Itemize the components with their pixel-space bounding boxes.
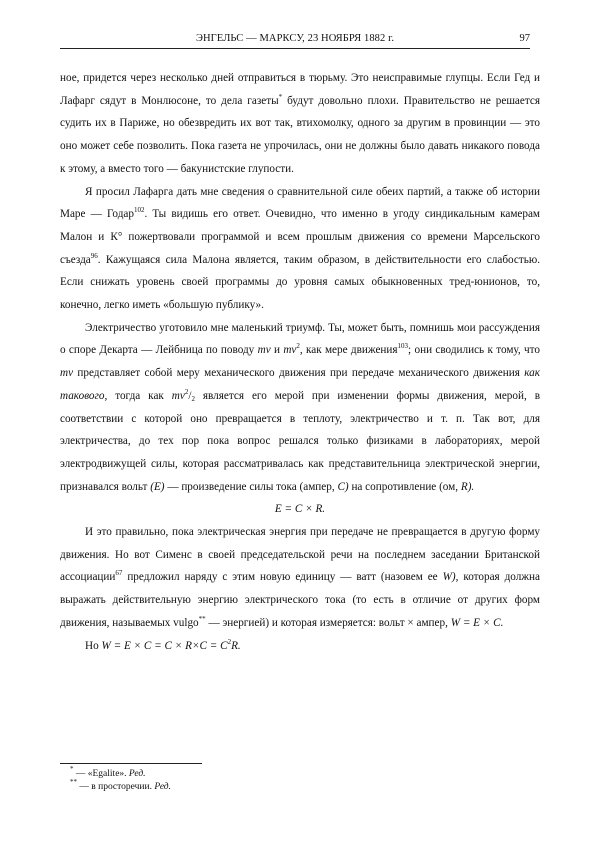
- running-header: [60, 33, 530, 47]
- footnote-ref[interactable]: *: [278, 92, 283, 101]
- formula-ohm: Е = С × R.: [274, 503, 326, 516]
- running-title: ЭНГЕЛЬС — МАРКСУ, 23 НОЯБРЯ 1882 г.: [195, 33, 395, 44]
- paragraph-5: Но $W = Е \times С = С \times R\times С = С^2R$.: [85, 637, 241, 652]
- page-body: [60, 67, 540, 657]
- footnote-rule: [60, 763, 202, 764]
- page-number: 97: [519, 33, 530, 44]
- endnote-ref[interactable]: 67: [115, 569, 123, 578]
- endnote-ref[interactable]: 102: [133, 206, 145, 215]
- paragraph-4: И это правильно, пока электрическая энергия при передаче не превращается в другую форму движения. Но вот Сименс в своей председательской речи на последнем заседании Британской ассоциации$^{67}$ предложил наряду с этим новую единицу — ватт (назовем ее W), которая должна выражать действительную энергию электрического тока (то есть в отличие от других форм движения, называемых vulgo** — энергией) и которая измеряется: вольт × ампер, W = Е × С.: [60, 526, 540, 629]
- paragraph-1: ное, придется через несколько дней отправиться в тюрьму. Это неисправимые глупцы. Если Гед и Лафарг сядут в Монлюсоне, то дела газеты* будут довольно плохи. Правительство не решается судить их в Париже, но обезвредить их вот так, втихомолку, одного за другим в провинции — это оно может себе позволить. Пока газета не упрочилась, они не должны было давать никакого повода к этому, а вместо того — бакунистские глупости.: [60, 72, 540, 175]
- paragraph-3: Электричество уготовило мне маленький триумф. Ты, может быть, помнишь мои рассуждения о споре Декарта — Лейбница по поводу mv и $mv^2$, как мере движения$^{103}$; они сводились к тому, что mv представляет собой меру механического движения при передаче механического движения как такового, тогда как $mv^2/_2$ является его мерой при изменении формы движения, мерой, в соответствии с которой оно превращается в теплоту, электричество и т. п. Так вот, для электричества, до тех пор пока вопрос решался только физиками в лабораториях, мерой электродвижущей силы, которая рассматривалась как представительница электрической энергии, признавался вольт (Е) — произведение силы тока (ампер, С) на сопротивление (ом, R).: [60, 321, 540, 493]
- paragraph-2: Я просил Лафарга дать мне сведения о сравнительной силе обеих партий, а также об истории Маре — Годар$^{102}$. Ты видишь его ответ. Очевидно, что именно в угоду синдикальным камерам Малон и К° пожертвовали программой и всем прошлым движения со времени Марсельского съезда$^{96}$. Кажущаяся сила Малона является, таким образом, в действительности его слабостью. Если снижать уровень своей программы до уровня самых обыкновенных тред-юнионов, то, конечно, легко иметь «большую публику».: [60, 185, 541, 312]
- endnote-ref[interactable]: 103: [397, 342, 409, 351]
- footnote-ref[interactable]: **: [198, 614, 206, 623]
- footnote-2: ** — в просторечии. Ред.: [70, 778, 171, 792]
- header-rule: [60, 48, 530, 49]
- endnote-ref[interactable]: 96: [90, 251, 98, 260]
- footnote-1: * — «Egalite». Ред.: [70, 765, 146, 779]
- footnotes: [70, 765, 171, 794]
